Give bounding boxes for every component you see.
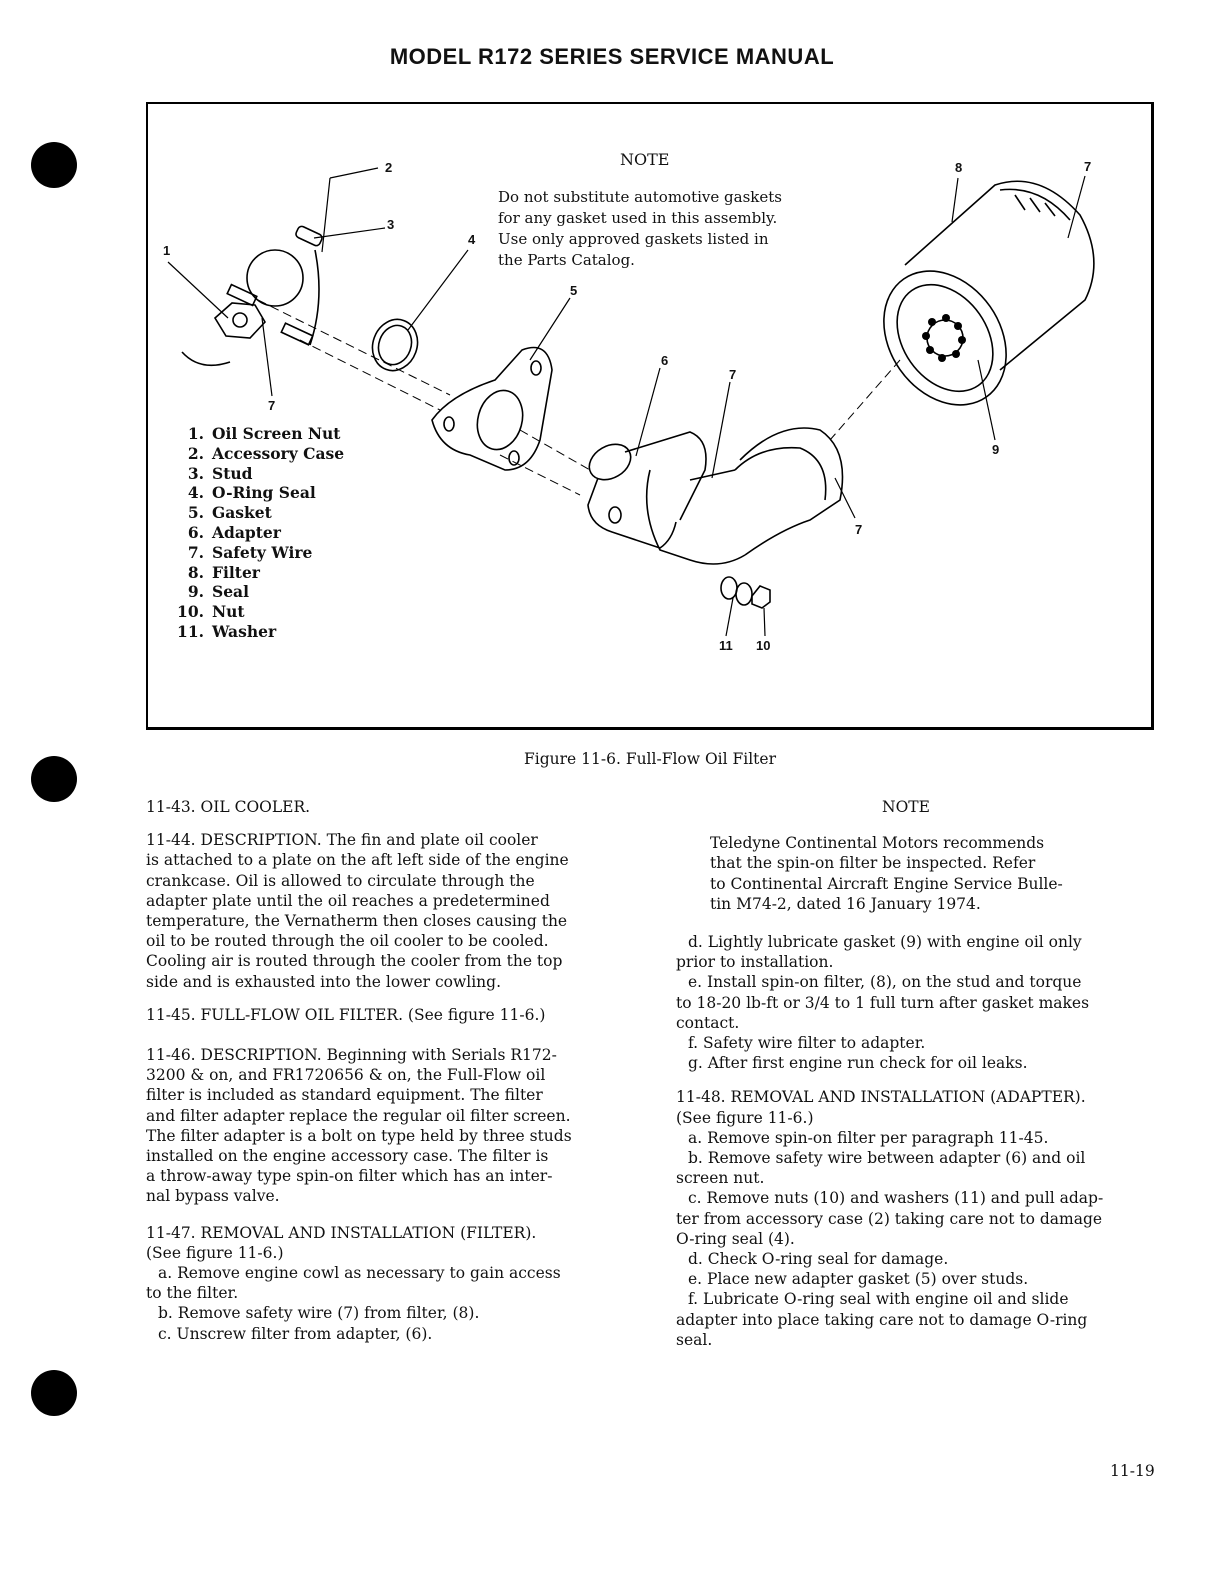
paragraph-line: 11-44. DESCRIPTION. The fin and plate oil cooler xyxy=(146,831,538,850)
paragraph-line: side and is exhausted into the lower cowling. xyxy=(146,972,502,991)
paragraph-line: 11-46. DESCRIPTION. Beginning with Serials R172- xyxy=(146,1046,557,1065)
right-column xyxy=(676,797,1176,1350)
step-line: prior to installation. xyxy=(676,953,834,972)
step-line: a. Remove engine cowl as necessary to gain access xyxy=(158,1264,561,1283)
paragraph-line: filter is included as standard equipment. The filter xyxy=(146,1086,543,1105)
legend-item: 3. Stud xyxy=(187,463,253,483)
callout-6: 6 xyxy=(661,353,669,368)
step-line: b. Remove safety wire (7) from filter, (8). xyxy=(158,1304,480,1323)
callout-5: 5 xyxy=(570,283,578,298)
section-heading: 11-43. OIL COOLER. xyxy=(146,798,311,816)
callout-7a: 7 xyxy=(729,367,737,382)
callout-8: 8 xyxy=(955,160,963,175)
punch-hole-bottom xyxy=(31,1370,77,1416)
callout-1: 1 xyxy=(163,243,171,258)
callout-10: 10 xyxy=(756,638,771,653)
callout-4: 4 xyxy=(468,232,476,247)
step-line: c. Remove nuts (10) and washers (11) and pull adap- xyxy=(688,1189,1104,1208)
step-line: contact. xyxy=(676,1013,740,1032)
note-line: the Parts Catalog. xyxy=(498,251,635,269)
callout-9: 9 xyxy=(992,442,1000,457)
legend-item: 4. O-Ring Seal xyxy=(187,483,316,503)
punch-hole-top xyxy=(31,142,77,188)
legend-item: 1. Oil Screen Nut xyxy=(187,424,341,443)
legend-item: 6. Adapter xyxy=(187,522,281,542)
legend-item: 10. Nut xyxy=(177,602,245,622)
note-line: for any gasket used in this assembly. xyxy=(498,209,778,227)
section-heading: 11-48. REMOVAL AND INSTALLATION (ADAPTER). xyxy=(676,1088,1086,1107)
step-line: screen nut. xyxy=(676,1169,765,1188)
step-line: to 18-20 lb-ft or 3/4 to 1 full turn after gasket makes xyxy=(676,993,1090,1012)
step-line: a. Remove spin-on filter per paragraph 11-45. xyxy=(688,1128,1049,1147)
legend-item: 8. Filter xyxy=(187,562,260,582)
paragraph-line: crankcase. Oil is allowed to circulate through the xyxy=(146,871,535,890)
step-line: e. Install spin-on filter, (8), on the stud and torque xyxy=(688,973,1082,992)
step-line: b. Remove safety wire between adapter (6) and oil xyxy=(688,1149,1086,1168)
paragraph-line: adapter plate until the oil reaches a predetermined xyxy=(146,891,550,910)
figure-caption: Figure 11-6. Full-Flow Oil Filter xyxy=(524,750,776,768)
paragraph-line: installed on the engine accessory case. The filter is xyxy=(146,1147,549,1166)
paragraph-line: oil to be routed through the oil cooler to be cooled. xyxy=(146,932,549,951)
section-heading: 11-47. REMOVAL AND INSTALLATION (FILTER). xyxy=(146,1223,537,1242)
note-line: Teledyne Continental Motors recommends xyxy=(710,834,1045,853)
step-line: f. Lubricate O-ring seal with engine oil and slide xyxy=(688,1290,1069,1309)
paragraph-line: 3200 & on, and FR1720656 & on, the Full-Flow oil xyxy=(146,1066,546,1085)
section-heading: (See figure 11-6.) xyxy=(146,1243,284,1262)
legend-item: 7. Safety Wire xyxy=(187,542,313,562)
step-line: c. Unscrew filter from adapter, (6). xyxy=(158,1324,433,1343)
step-line: f. Safety wire filter to adapter. xyxy=(688,1034,926,1053)
step-line: d. Lightly lubricate gasket (9) with engine oil only xyxy=(688,933,1082,952)
legend-item: 2. Accessory Case xyxy=(187,443,345,463)
page-title: MODEL R172 SERIES SERVICE MANUAL xyxy=(389,44,835,69)
note-title: NOTE xyxy=(882,798,930,816)
legend-item: 11. Washer xyxy=(177,621,277,641)
step-line: to the filter. xyxy=(146,1284,239,1303)
legend-item: 9. Seal xyxy=(187,582,249,602)
step-line: e. Place new adapter gasket (5) over studs. xyxy=(688,1270,1029,1289)
callout-11: 11 xyxy=(719,638,733,653)
parts-legend xyxy=(174,424,344,642)
page-number: 11-19 xyxy=(1110,1462,1155,1480)
paragraph-line: Cooling air is routed through the cooler from the top xyxy=(146,952,563,971)
callout-2: 2 xyxy=(385,160,393,175)
callout-7b: 7 xyxy=(1084,159,1092,174)
section-heading: (See figure 11-6.) xyxy=(676,1108,814,1127)
step-line: adapter into place taking care not to damage O-ring xyxy=(676,1310,1088,1329)
callout-3: 3 xyxy=(387,217,395,232)
note-line: tin M74-2, dated 16 January 1974. xyxy=(710,894,981,913)
note-line: to Continental Aircraft Engine Service Bulle- xyxy=(710,874,1063,893)
callout-7c: 7 xyxy=(855,522,863,537)
step-line: O-ring seal (4). xyxy=(676,1229,795,1248)
step-line: g. After first engine run check for oil leaks. xyxy=(688,1054,1028,1073)
note-line: that the spin-on filter be inspected. Refer xyxy=(710,854,1036,873)
section-heading: 11-45. FULL-FLOW OIL FILTER. (See figure 11-6.) xyxy=(146,1005,546,1024)
paragraph-line: nal bypass valve. xyxy=(146,1187,280,1206)
figure-note-title: NOTE xyxy=(620,150,670,169)
legend-item: 5. Gasket xyxy=(187,503,272,523)
paragraph-line: The filter adapter is a bolt on type held by three studs xyxy=(146,1126,572,1145)
note-line: Use only approved gaskets listed in xyxy=(498,230,769,248)
left-column xyxy=(146,797,646,1344)
paragraph-line: temperature, the Vernatherm then closes causing the xyxy=(146,912,568,931)
note-line: Do not substitute automotive gaskets xyxy=(498,188,782,206)
step-line: ter from accessory case (2) taking care not to damage xyxy=(676,1209,1103,1228)
step-line: d. Check O-ring seal for damage. xyxy=(688,1250,949,1269)
paragraph-line: and filter adapter replace the regular oil filter screen. xyxy=(146,1106,571,1125)
callout-7d: 7 xyxy=(268,398,276,413)
paragraph-line: is attached to a plate on the aft left side of the engine xyxy=(146,851,569,870)
step-line: seal. xyxy=(676,1330,713,1349)
paragraph-line: a throw-away type spin-on filter which has an inter- xyxy=(146,1167,553,1186)
figure-note-body xyxy=(498,187,838,271)
